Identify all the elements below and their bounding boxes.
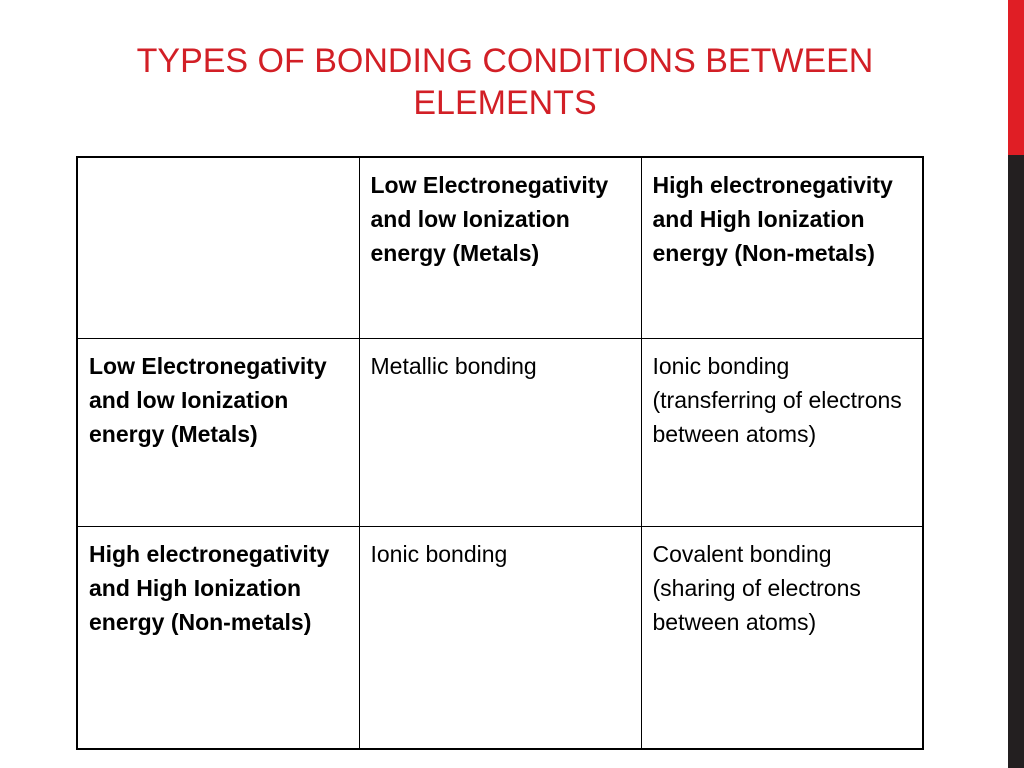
slide-title: TYPES OF BONDING CONDITIONS BETWEEN ELEMENTS [136, 42, 874, 122]
table-row [77, 339, 923, 527]
table-corner-cell [77, 157, 359, 339]
table-cell: Ionic bonding (transferring of electrons between atoms) [641, 339, 923, 527]
table-cell: Ionic bonding [359, 527, 641, 750]
table-header-row [77, 157, 923, 339]
row-header-non-metals: High electronegativity and High Ionization energy (Non-metals) [77, 527, 359, 750]
column-header-metals: Low Electronegativity and low Ionization energy (Metals) [359, 157, 641, 339]
row-header-metals: Low Electronegativity and low Ionization energy (Metals) [77, 339, 359, 527]
accent-bar-bottom [1008, 155, 1024, 768]
column-header-non-metals: High electronegativity and High Ionization energy (Non-metals) [641, 157, 923, 339]
table-cell: Covalent bonding (sharing of electrons between atoms) [641, 527, 923, 750]
table-cell: Metallic bonding [359, 339, 641, 527]
accent-bar-top [1008, 0, 1024, 155]
bonding-table [76, 156, 924, 750]
table-row [77, 527, 923, 750]
